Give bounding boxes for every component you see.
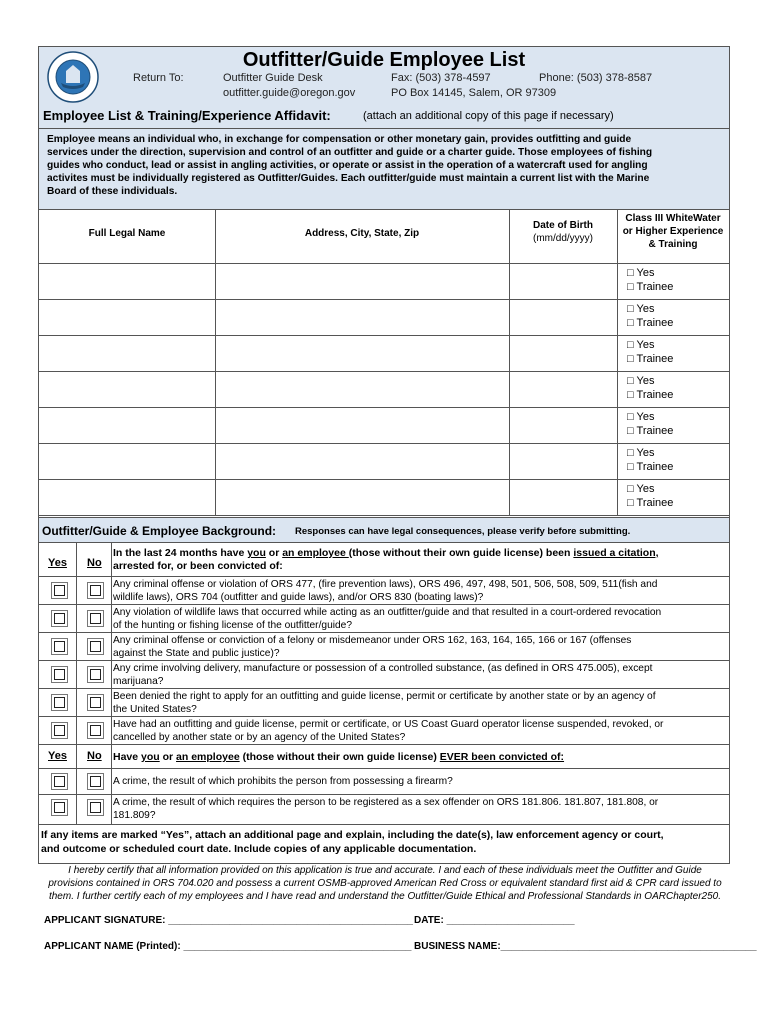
dob-cell[interactable] <box>510 372 617 407</box>
table-row <box>39 336 729 372</box>
question-text: Have had an outfitting and guide license, permit or certificate, or US Coast Guard operator license suspended, revoked, or cancelled by another state or by an agency of the United States? <box>113 719 664 743</box>
table-column-divider <box>215 210 216 516</box>
certify-line: I hereby certify that all information provided on this application is true and accurate. I and each of these individuals meet the Outfitter and Guide <box>68 865 702 876</box>
no-col-header: No <box>87 750 102 762</box>
group-2-prompt: Have you or an employee (those without their own guide license) EVER been convicted of: <box>113 751 565 763</box>
class-yes-option[interactable]: □ Yes <box>627 483 655 495</box>
yes-checkbox[interactable] <box>51 610 68 627</box>
col-dob-format: (mm/dd/yyyy) <box>533 233 593 244</box>
phone-number: Phone: (503) 378-8587 <box>539 72 653 84</box>
form-frame <box>38 46 730 864</box>
class-trainee-option[interactable]: □ Trainee <box>627 317 674 329</box>
dob-cell[interactable] <box>510 300 617 335</box>
question-text: A crime, the result of which prohibits the person from possessing a firearm? <box>113 776 453 787</box>
class-yes-option[interactable]: □ Yes <box>627 303 655 315</box>
name-cell[interactable] <box>39 372 215 407</box>
question-row <box>39 717 729 745</box>
question-column-divider <box>111 543 112 825</box>
class-trainee-option[interactable]: □ Trainee <box>627 425 674 437</box>
address-cell[interactable] <box>216 336 509 371</box>
no-checkbox[interactable] <box>87 694 104 711</box>
applicant-name-field[interactable]: APPLICANT NAME (Printed): _________________________________________ <box>44 941 412 952</box>
group-1-prompt: In the last 24 months have you or an employee (those without their own guide license) been issued a citation, arrested for, or been convicted of: <box>113 547 659 572</box>
class-yes-option[interactable]: □ Yes <box>627 375 655 387</box>
table-row <box>39 408 729 444</box>
question-row <box>39 689 729 717</box>
definition-line: Board of these individuals. <box>47 186 178 197</box>
dob-cell[interactable] <box>510 444 617 479</box>
question-row <box>39 661 729 689</box>
definition-line: guides who conduct, lead or assist in angling activities, or operate or assist in the operation of a watercraft used for angling <box>47 160 648 171</box>
yes-checkbox[interactable] <box>51 666 68 683</box>
certify-line: provisions contained in ORS 704.020 and possess a current OSMB-approved American Red Cross or equivalent standard first aid & CPR card issued to <box>48 878 722 889</box>
desk-name: Outfitter Guide Desk <box>223 72 323 84</box>
class-trainee-option[interactable]: □ Trainee <box>627 389 674 401</box>
table-column-divider <box>509 210 510 516</box>
class-trainee-option[interactable]: □ Trainee <box>627 353 674 365</box>
question-text: Any criminal offense or violation of ORS 477, (fire prevention laws), ORS 496, 497, 498, 501, 506, 508, 509, 511(fish and wildlife laws), ORS 704 (outfitter and guide laws), and/or ORS 830 (boating laws)? <box>113 579 658 603</box>
question-text: Any violation of wildlife laws that occurred while acting as an outfitter/guide and that resulted in a court-ordered revocation of the hunting or fishing license of the outfitter/guide? <box>113 607 662 631</box>
yes-checkbox[interactable] <box>51 722 68 739</box>
name-cell[interactable] <box>39 444 215 479</box>
date-field[interactable]: DATE: _______________________ <box>414 915 575 926</box>
question-row <box>39 577 729 605</box>
business-name-field[interactable]: BUSINESS NAME:______________________________________________ <box>414 941 757 952</box>
address-cell[interactable] <box>216 372 509 407</box>
col-class-iii-line: or Higher Experience <box>622 226 724 237</box>
return-to-label: Return To: <box>133 72 184 84</box>
background-heading: Outfitter/Guide & Employee Background: <box>42 524 277 538</box>
table-row <box>39 372 729 408</box>
question-column-divider <box>76 543 77 825</box>
question-text: A crime, the result of which requires the person to be registered as a sex offender on ORS 181.806. 181.807, 181.808, or 181.809? <box>113 797 659 821</box>
explain-line: If any items are marked “Yes”, attach an additional page and explain, including the date(s), law enforcement agency or court, <box>41 829 664 841</box>
name-cell[interactable] <box>39 408 215 443</box>
certify-line: them. I further certify each of my employees and I have read and understand the Outfitter/Guide Ethical and Professional Standards in OARChapter250. <box>48 891 722 902</box>
dob-cell[interactable] <box>510 408 617 443</box>
employee-definition <box>39 129 729 210</box>
question-row <box>39 633 729 661</box>
no-checkbox[interactable] <box>87 799 104 816</box>
no-col-header: No <box>87 557 102 569</box>
question-text: Any criminal offense or conviction of a felony or misdemeanor under ORS 162, 163, 164, 165, 166 or 167 (offenses against the State and public justice)? <box>113 635 632 659</box>
yes-col-header: Yes <box>48 750 67 762</box>
class-yes-option[interactable]: □ Yes <box>627 411 655 423</box>
address-cell[interactable] <box>216 408 509 443</box>
address-cell[interactable] <box>216 300 509 335</box>
class-yes-option[interactable]: □ Yes <box>627 267 655 279</box>
explain-line: and outcome or scheduled court date. Include copies of any applicable documentation. <box>41 843 477 855</box>
affidavit-heading-bar <box>39 105 729 129</box>
table-column-divider <box>617 210 618 516</box>
question-group-2-header <box>39 745 729 769</box>
affidavit-note: (attach an additional copy of this page if necessary) <box>363 110 614 122</box>
no-checkbox[interactable] <box>87 722 104 739</box>
table-row <box>39 444 729 480</box>
name-cell[interactable] <box>39 264 215 299</box>
name-cell[interactable] <box>39 336 215 371</box>
background-heading-bar <box>39 517 729 543</box>
definition-line: Employee means an individual who, in exchange for compensation or other monetary gain, provides outfitting and guide <box>47 134 632 145</box>
definition-line: activites must be individually registered as Outfitter/Guides. Each outfitter/guide must maintain a current list with the Marine <box>47 173 650 184</box>
dob-cell[interactable] <box>510 480 617 515</box>
question-row <box>39 605 729 633</box>
applicant-signature-field[interactable]: APPLICANT SIGNATURE: ____________________________________________ <box>44 915 413 926</box>
question-row <box>39 795 729 825</box>
question-text: Been denied the right to apply for an outfitting and guide license, permit or certificate by another state or by an agency of the United States? <box>113 691 656 715</box>
no-checkbox[interactable] <box>87 638 104 655</box>
affidavit-heading: Employee List & Training/Experience Affidavit: <box>43 108 331 123</box>
dob-cell[interactable] <box>510 264 617 299</box>
col-date-of-birth: Date of Birth <box>533 220 593 231</box>
yes-checkbox[interactable] <box>51 773 68 790</box>
address-cell[interactable] <box>216 264 509 299</box>
yes-checkbox[interactable] <box>51 799 68 816</box>
page-title: Outfitter/Guide Employee List <box>242 49 526 71</box>
address-cell[interactable] <box>216 480 509 515</box>
class-trainee-option[interactable]: □ Trainee <box>627 497 674 509</box>
question-group-1-header <box>39 543 729 577</box>
yes-checkbox[interactable] <box>51 694 68 711</box>
no-checkbox[interactable] <box>87 666 104 683</box>
col-class-iii-line: Class III WhiteWater <box>625 213 721 224</box>
col-class-iii-line: & Training <box>648 239 698 250</box>
yes-checkbox[interactable] <box>51 638 68 655</box>
no-checkbox[interactable] <box>87 773 104 790</box>
mailing-address: PO Box 14145, Salem, OR 97309 <box>391 87 557 99</box>
fax-number: Fax: (503) 378-4597 <box>391 72 491 84</box>
yes-col-header: Yes <box>48 557 67 569</box>
class-trainee-option[interactable]: □ Trainee <box>627 281 674 293</box>
no-checkbox[interactable] <box>87 582 104 599</box>
no-checkbox[interactable] <box>87 610 104 627</box>
background-note: Responses can have legal consequences, please verify before submitting. <box>295 526 631 537</box>
table-row <box>39 480 729 516</box>
col-address: Address, City, State, Zip <box>304 228 420 239</box>
name-cell[interactable] <box>39 480 215 515</box>
class-yes-option[interactable]: □ Yes <box>627 447 655 459</box>
email-link[interactable]: outfitter.guide@oregon.gov <box>223 87 356 99</box>
question-row <box>39 769 729 795</box>
table-row <box>39 264 729 300</box>
form-header <box>39 47 729 106</box>
name-cell[interactable] <box>39 300 215 335</box>
dob-cell[interactable] <box>510 336 617 371</box>
address-cell[interactable] <box>216 444 509 479</box>
class-yes-option[interactable]: □ Yes <box>627 339 655 351</box>
definition-line: services under the direction, supervision and control of an outfitter and guide or a charter guide. Those employees of fishing <box>47 147 653 158</box>
yes-checkbox[interactable] <box>51 582 68 599</box>
col-full-legal-name: Full Legal Name <box>88 228 166 239</box>
class-trainee-option[interactable]: □ Trainee <box>627 461 674 473</box>
table-row <box>39 300 729 336</box>
employee-table-header <box>39 210 729 264</box>
question-text: Any crime involving delivery, manufacture or possession of a controlled substance, (as defined in ORS 475.005), except marijuana? <box>113 663 653 687</box>
